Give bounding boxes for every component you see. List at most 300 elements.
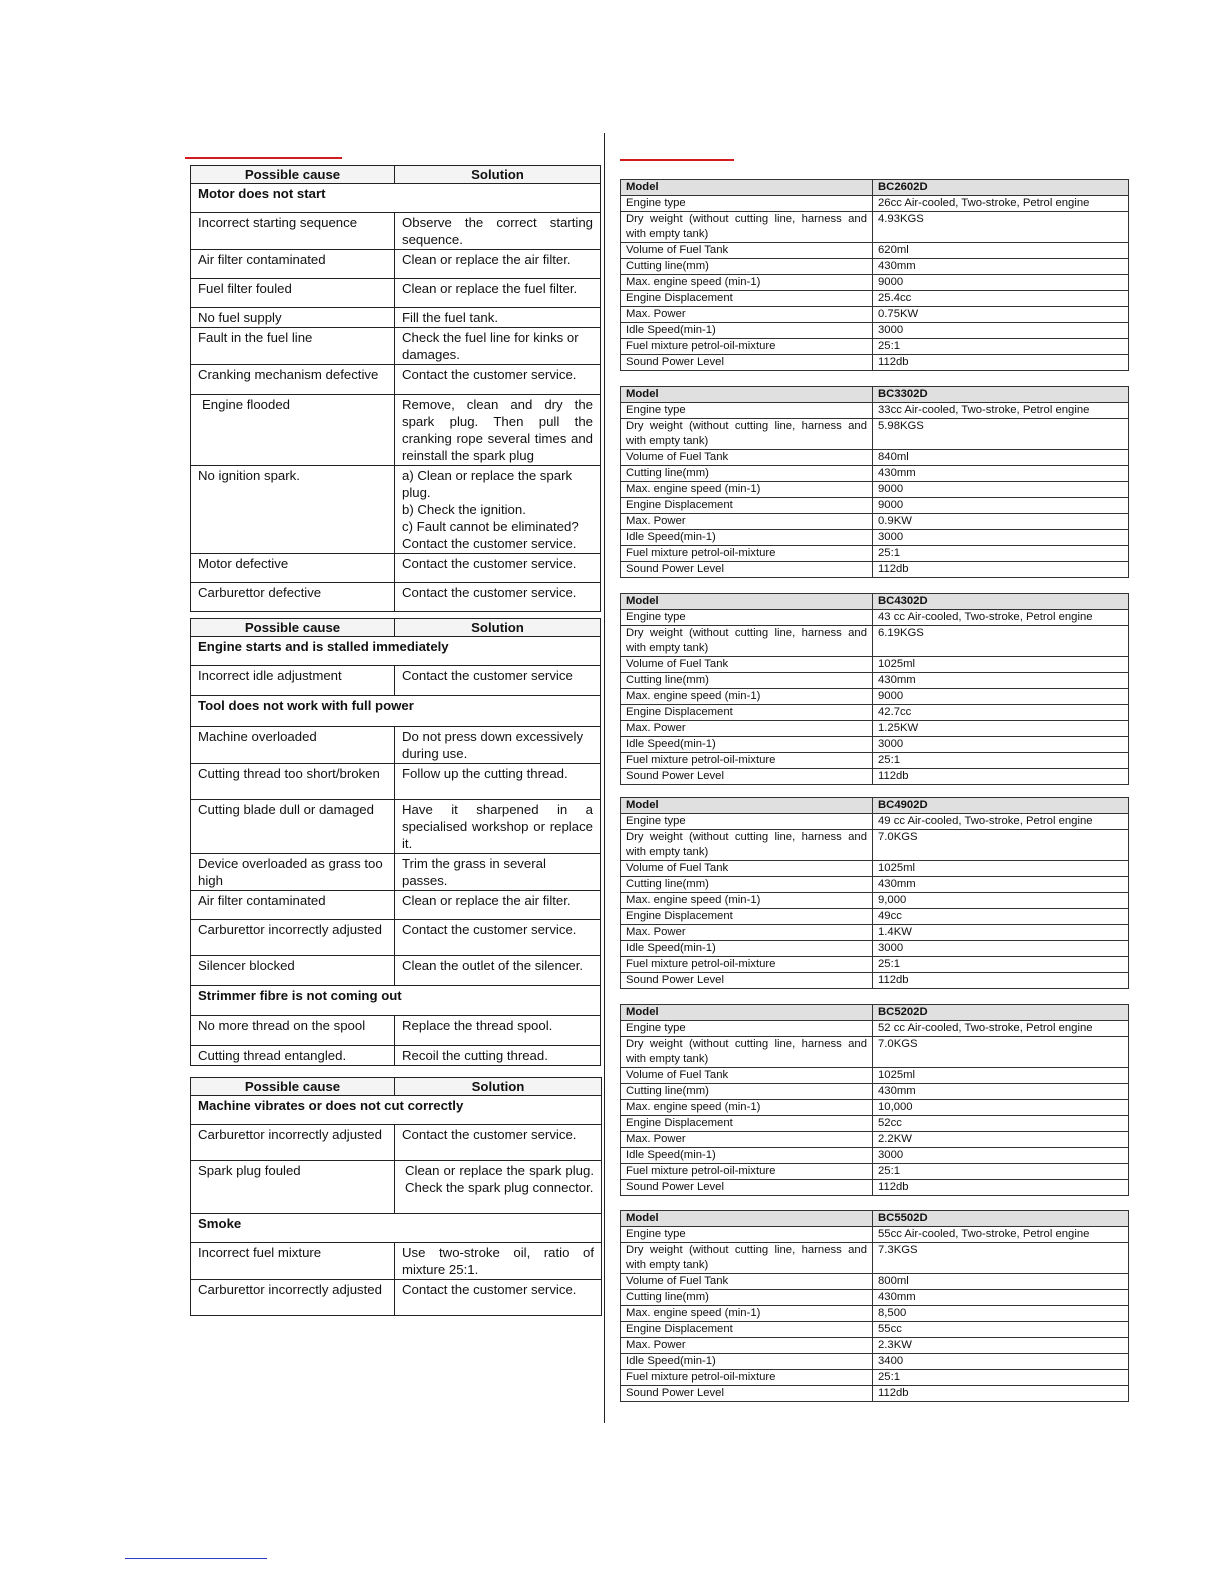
spec-row	[621, 1164, 1129, 1180]
section-title: Tool does not work with full power	[191, 696, 601, 727]
spec-row	[621, 1322, 1129, 1338]
spec-row	[621, 196, 1129, 212]
table-header-row	[191, 166, 601, 184]
spec-row	[621, 466, 1129, 482]
spec-value: 9000	[873, 275, 1129, 291]
spec-header-row	[621, 1211, 1129, 1227]
table-row	[191, 583, 601, 612]
spec-label: Dry weight (without cutting line, harness and with empty tank)	[621, 1037, 873, 1068]
spec-header-row	[621, 594, 1129, 610]
spec-row	[621, 1338, 1129, 1354]
troubleshooting-table-2	[190, 618, 601, 1066]
table-row	[191, 800, 601, 854]
spec-value: 6.19KGS	[873, 626, 1129, 657]
spec-value: 840ml	[873, 450, 1129, 466]
spec-label: Dry weight (without cutting line, harness and with empty tank)	[621, 419, 873, 450]
spec-row	[621, 1100, 1129, 1116]
spec-row	[621, 1021, 1129, 1037]
table-row	[191, 365, 601, 395]
spec-row	[621, 1180, 1129, 1196]
cause-cell: Carburettor defective	[191, 583, 395, 612]
table-row	[191, 395, 601, 466]
spec-label: Fuel mixture petrol-oil-mixture	[621, 753, 873, 769]
cause-cell: Cutting blade dull or damaged	[191, 800, 395, 854]
troubleshooting-table-1	[190, 165, 601, 612]
spec-value: 620ml	[873, 243, 1129, 259]
solution-cell: Clean or replace the fuel filter.	[395, 279, 601, 308]
spec-value: 26cc Air-cooled, Two-stroke, Petrol engine	[873, 196, 1129, 212]
cause-cell: No ignition spark.	[191, 466, 395, 554]
spec-value: 0.75KW	[873, 307, 1129, 323]
spec-value: 9000	[873, 498, 1129, 514]
table-row	[191, 1161, 602, 1214]
spec-table-2	[620, 386, 1129, 578]
spec-label: Sound Power Level	[621, 973, 873, 989]
spec-value: 3000	[873, 1148, 1129, 1164]
spec-value: BC3302D	[873, 387, 1129, 403]
spec-label: Model	[621, 180, 873, 196]
table-row	[191, 1016, 601, 1046]
spec-label: Dry weight (without cutting line, harness and with empty tank)	[621, 626, 873, 657]
spec-value: 42.7cc	[873, 705, 1129, 721]
cause-cell: No more thread on the spool	[191, 1016, 395, 1046]
spec-label: Cutting line(mm)	[621, 1290, 873, 1306]
column-header: Solution	[395, 619, 601, 637]
spec-label: Volume of Fuel Tank	[621, 450, 873, 466]
spec-row	[621, 861, 1129, 877]
cause-cell: Device overloaded as grass too high	[191, 854, 395, 891]
cause-cell: Carburettor incorrectly adjusted	[191, 920, 395, 956]
column-header: Possible cause	[191, 619, 395, 637]
spec-value: 430mm	[873, 877, 1129, 893]
spec-row	[621, 673, 1129, 689]
spec-label: Engine type	[621, 403, 873, 419]
spec-label: Model	[621, 798, 873, 814]
spec-value: BC4902D	[873, 798, 1129, 814]
spec-row	[621, 1306, 1129, 1322]
spec-value: 430mm	[873, 259, 1129, 275]
spec-row	[621, 1290, 1129, 1306]
section-title: Motor does not start	[191, 184, 601, 213]
spec-value: 7.3KGS	[873, 1243, 1129, 1274]
spec-label: Max. Power	[621, 1132, 873, 1148]
solution-cell: Contact the customer service.	[395, 554, 601, 583]
spec-row	[621, 753, 1129, 769]
spec-label: Engine Displacement	[621, 909, 873, 925]
cause-cell: Silencer blocked	[191, 956, 395, 986]
spec-value: 112db	[873, 1386, 1129, 1402]
spec-value: 49cc	[873, 909, 1129, 925]
spec-value: 10,000	[873, 1100, 1129, 1116]
spec-row	[621, 355, 1129, 371]
spec-table-1	[620, 179, 1129, 371]
spec-label: Volume of Fuel Tank	[621, 657, 873, 673]
spec-label: Dry weight (without cutting line, harness and with empty tank)	[621, 212, 873, 243]
solution-cell: Recoil the cutting thread.	[395, 1046, 601, 1066]
spec-row	[621, 562, 1129, 578]
spec-row	[621, 1354, 1129, 1370]
spec-row	[621, 941, 1129, 957]
spec-row	[621, 957, 1129, 973]
solution-cell: Replace the thread spool.	[395, 1016, 601, 1046]
spec-row	[621, 893, 1129, 909]
spec-value: 0.9KW	[873, 514, 1129, 530]
solution-cell: Contact the customer service.	[395, 1125, 602, 1161]
spec-value: BC5502D	[873, 1211, 1129, 1227]
spec-label: Volume of Fuel Tank	[621, 1274, 873, 1290]
spec-label: Max. Power	[621, 514, 873, 530]
spec-row	[621, 419, 1129, 450]
column-header: Possible cause	[191, 166, 395, 184]
table-row	[191, 279, 601, 308]
spec-label: Volume of Fuel Tank	[621, 243, 873, 259]
table-row	[191, 213, 601, 250]
spec-header-row	[621, 798, 1129, 814]
solution-cell: Check the fuel line for kinks or damages.	[395, 328, 601, 365]
spec-value: BC5202D	[873, 1005, 1129, 1021]
spec-value: 3400	[873, 1354, 1129, 1370]
solution-cell: Clean the outlet of the silencer.	[395, 956, 601, 986]
spec-label: Fuel mixture petrol-oil-mixture	[621, 1164, 873, 1180]
spec-value: 112db	[873, 1180, 1129, 1196]
spec-value: 52 cc Air-cooled, Two-stroke, Petrol engine	[873, 1021, 1129, 1037]
spec-label: Model	[621, 1211, 873, 1227]
spec-row	[621, 514, 1129, 530]
spec-row	[621, 1068, 1129, 1084]
section-title: Machine vibrates or does not cut correctly	[191, 1096, 602, 1125]
solution-cell: Observe the correct starting sequence.	[395, 213, 601, 250]
spec-row	[621, 403, 1129, 419]
section-row	[191, 184, 601, 213]
cause-cell: Incorrect fuel mixture	[191, 1243, 395, 1280]
cause-cell: Air filter contaminated	[191, 250, 395, 279]
spec-value: 3000	[873, 323, 1129, 339]
table-row	[191, 1243, 602, 1280]
spec-value: 3000	[873, 737, 1129, 753]
spec-value: 112db	[873, 973, 1129, 989]
spec-label: Engine Displacement	[621, 291, 873, 307]
spec-row	[621, 721, 1129, 737]
table-row	[191, 764, 601, 800]
spec-value: 430mm	[873, 673, 1129, 689]
left-heading-underline	[185, 157, 342, 159]
spec-label: Cutting line(mm)	[621, 1084, 873, 1100]
spec-value: 25:1	[873, 546, 1129, 562]
spec-value: 4.93KGS	[873, 212, 1129, 243]
cause-cell: Air filter contaminated	[191, 891, 395, 920]
spec-label: Cutting line(mm)	[621, 466, 873, 482]
table-row	[191, 854, 601, 891]
spec-value: 5.98KGS	[873, 419, 1129, 450]
solution-cell: Contact the customer service.	[395, 1280, 602, 1316]
table-row	[191, 956, 601, 986]
spec-label: Idle Speed(min-1)	[621, 737, 873, 753]
spec-label: Engine Displacement	[621, 1116, 873, 1132]
cause-cell: Engine flooded	[191, 395, 395, 466]
solution-cell: Contact the customer service.	[395, 365, 601, 395]
spec-value: 25:1	[873, 957, 1129, 973]
spec-value: 112db	[873, 355, 1129, 371]
spec-header-row	[621, 1005, 1129, 1021]
spec-label: Idle Speed(min-1)	[621, 1148, 873, 1164]
table-row	[191, 920, 601, 956]
spec-table-3	[620, 593, 1129, 785]
spec-label: Model	[621, 387, 873, 403]
spec-label: Model	[621, 1005, 873, 1021]
spec-label: Engine type	[621, 1021, 873, 1037]
cause-cell: Carburettor incorrectly adjusted	[191, 1125, 395, 1161]
spec-row	[621, 909, 1129, 925]
spec-value: 2.3KW	[873, 1338, 1129, 1354]
spec-label: Cutting line(mm)	[621, 673, 873, 689]
spec-row	[621, 530, 1129, 546]
spec-label: Max. Power	[621, 925, 873, 941]
spec-label: Model	[621, 594, 873, 610]
spec-value: 112db	[873, 562, 1129, 578]
cause-cell: Fault in the fuel line	[191, 328, 395, 365]
cause-cell: Incorrect idle adjustment	[191, 666, 395, 696]
spec-row	[621, 1386, 1129, 1402]
spec-label: Engine type	[621, 814, 873, 830]
table-row	[191, 250, 601, 279]
spec-row	[621, 1370, 1129, 1386]
spec-row	[621, 1037, 1129, 1068]
section-title: Smoke	[191, 1214, 602, 1243]
spec-label: Max. engine speed (min-1)	[621, 689, 873, 705]
table-row	[191, 328, 601, 365]
spec-row	[621, 498, 1129, 514]
solution-cell: Use two-stroke oil, ratio of mixture 25:1.	[395, 1243, 602, 1280]
spec-value: 3000	[873, 530, 1129, 546]
table-header-row	[191, 619, 601, 637]
table-row	[191, 666, 601, 696]
spec-row	[621, 626, 1129, 657]
spec-row	[621, 1243, 1129, 1274]
table-row	[191, 891, 601, 920]
spec-value: BC4302D	[873, 594, 1129, 610]
spec-header-row	[621, 180, 1129, 196]
spec-row	[621, 450, 1129, 466]
spec-value: 9,000	[873, 893, 1129, 909]
spec-row	[621, 243, 1129, 259]
cause-cell: Cutting thread too short/broken	[191, 764, 395, 800]
spec-value: 25:1	[873, 1370, 1129, 1386]
spec-value: 2.2KW	[873, 1132, 1129, 1148]
spec-value: 25:1	[873, 1164, 1129, 1180]
table-row	[191, 466, 601, 554]
spec-value: 430mm	[873, 466, 1129, 482]
spec-label: Engine type	[621, 196, 873, 212]
spec-row	[621, 1274, 1129, 1290]
spec-row	[621, 291, 1129, 307]
table-row	[191, 308, 601, 328]
spec-row	[621, 769, 1129, 785]
table-row	[191, 554, 601, 583]
spec-table-4	[620, 797, 1129, 989]
spec-value: 33cc Air-cooled, Two-stroke, Petrol engine	[873, 403, 1129, 419]
spec-value: 1025ml	[873, 1068, 1129, 1084]
spec-label: Fuel mixture petrol-oil-mixture	[621, 546, 873, 562]
table-row	[191, 1046, 601, 1066]
spec-label: Engine Displacement	[621, 498, 873, 514]
table-row	[191, 1125, 602, 1161]
solution-cell: Remove, clean and dry the spark plug. Then pull the cranking rope several times and reinstall the spark plug	[395, 395, 601, 466]
spec-value: 430mm	[873, 1290, 1129, 1306]
cause-cell: Machine overloaded	[191, 727, 395, 764]
cause-cell: Cutting thread entangled.	[191, 1046, 395, 1066]
spec-value: 9000	[873, 482, 1129, 498]
spec-label: Max. Power	[621, 1338, 873, 1354]
spec-value: 52cc	[873, 1116, 1129, 1132]
spec-row	[621, 339, 1129, 355]
spec-label: Fuel mixture petrol-oil-mixture	[621, 957, 873, 973]
spec-value: 9000	[873, 689, 1129, 705]
spec-value: 25.4cc	[873, 291, 1129, 307]
spec-label: Max. engine speed (min-1)	[621, 482, 873, 498]
spec-row	[621, 1148, 1129, 1164]
table-row	[191, 1280, 602, 1316]
spec-label: Max. engine speed (min-1)	[621, 1306, 873, 1322]
cause-cell: Motor defective	[191, 554, 395, 583]
cause-cell: No fuel supply	[191, 308, 395, 328]
spec-label: Sound Power Level	[621, 769, 873, 785]
solution-cell: Clean or replace the air filter.	[395, 891, 601, 920]
spec-row	[621, 973, 1129, 989]
spec-value: 7.0KGS	[873, 1037, 1129, 1068]
column-divider	[604, 133, 605, 1423]
spec-row	[621, 657, 1129, 673]
spec-value: 1025ml	[873, 861, 1129, 877]
spec-row	[621, 705, 1129, 721]
spec-value: 43 cc Air-cooled, Two-stroke, Petrol engine	[873, 610, 1129, 626]
spec-label: Idle Speed(min-1)	[621, 323, 873, 339]
spec-label: Idle Speed(min-1)	[621, 1354, 873, 1370]
spec-label: Engine Displacement	[621, 705, 873, 721]
spec-label: Volume of Fuel Tank	[621, 861, 873, 877]
spec-value: 25:1	[873, 339, 1129, 355]
spec-value: 3000	[873, 941, 1129, 957]
spec-label: Dry weight (without cutting line, harness and with empty tank)	[621, 1243, 873, 1274]
spec-row	[621, 1132, 1129, 1148]
spec-label: Cutting line(mm)	[621, 259, 873, 275]
spec-label: Engine type	[621, 610, 873, 626]
spec-value: 112db	[873, 769, 1129, 785]
spec-label: Sound Power Level	[621, 562, 873, 578]
spec-table-6	[620, 1210, 1129, 1402]
cause-cell: Cranking mechanism defective	[191, 365, 395, 395]
spec-row	[621, 877, 1129, 893]
spec-row	[621, 737, 1129, 753]
spec-row	[621, 212, 1129, 243]
spec-row	[621, 323, 1129, 339]
spec-value: 55cc	[873, 1322, 1129, 1338]
spec-label: Max. engine speed (min-1)	[621, 275, 873, 291]
section-row	[191, 986, 601, 1016]
spec-row	[621, 275, 1129, 291]
spec-label: Max. Power	[621, 307, 873, 323]
spec-value: 1.4KW	[873, 925, 1129, 941]
solution-cell: Contact the customer service	[395, 666, 601, 696]
column-header: Possible cause	[191, 1078, 395, 1096]
spec-label: Engine Displacement	[621, 1322, 873, 1338]
spec-value: 1.25KW	[873, 721, 1129, 737]
spec-label: Engine type	[621, 1227, 873, 1243]
solution-cell: Fill the fuel tank.	[395, 308, 601, 328]
section-row	[191, 1214, 602, 1243]
spec-label: Sound Power Level	[621, 1386, 873, 1402]
spec-label: Max. engine speed (min-1)	[621, 893, 873, 909]
spec-row	[621, 482, 1129, 498]
spec-header-row	[621, 387, 1129, 403]
spec-label: Idle Speed(min-1)	[621, 941, 873, 957]
solution-cell: Have it sharpened in a specialised workshop or replace it.	[395, 800, 601, 854]
spec-row	[621, 546, 1129, 562]
spec-label: Idle Speed(min-1)	[621, 530, 873, 546]
spec-label: Sound Power Level	[621, 355, 873, 371]
solution-cell: Contact the customer service.	[395, 920, 601, 956]
solution-cell: Trim the grass in several passes.	[395, 854, 601, 891]
footer-link-underline	[125, 1558, 267, 1559]
spec-row	[621, 1084, 1129, 1100]
solution-cell: Contact the customer service.	[395, 583, 601, 612]
cause-cell: Spark plug fouled	[191, 1161, 395, 1214]
spec-value: 430mm	[873, 1084, 1129, 1100]
spec-row	[621, 830, 1129, 861]
section-row	[191, 696, 601, 727]
cause-cell: Incorrect starting sequence	[191, 213, 395, 250]
spec-row	[621, 925, 1129, 941]
spec-label: Dry weight (without cutting line, harness and with empty tank)	[621, 830, 873, 861]
spec-label: Volume of Fuel Tank	[621, 1068, 873, 1084]
cause-cell: Fuel filter fouled	[191, 279, 395, 308]
section-title: Engine starts and is stalled immediately	[191, 637, 601, 666]
spec-row	[621, 1116, 1129, 1132]
spec-value: BC2602D	[873, 180, 1129, 196]
column-header: Solution	[395, 166, 601, 184]
right-heading-underline	[620, 159, 734, 161]
cause-cell: Carburettor incorrectly adjusted	[191, 1280, 395, 1316]
solution-cell: Clean or replace the spark plug. Check the spark plug connector.	[395, 1161, 602, 1214]
spec-value: 7.0KGS	[873, 830, 1129, 861]
spec-row	[621, 814, 1129, 830]
spec-label: Cutting line(mm)	[621, 877, 873, 893]
spec-value: 1025ml	[873, 657, 1129, 673]
solution-cell: Follow up the cutting thread.	[395, 764, 601, 800]
solution-cell: Do not press down excessively during use.	[395, 727, 601, 764]
spec-label: Max. engine speed (min-1)	[621, 1100, 873, 1116]
spec-row	[621, 1227, 1129, 1243]
section-row	[191, 637, 601, 666]
column-header: Solution	[395, 1078, 602, 1096]
spec-row	[621, 689, 1129, 705]
spec-row	[621, 307, 1129, 323]
spec-label: Max. Power	[621, 721, 873, 737]
section-row	[191, 1096, 602, 1125]
spec-row	[621, 610, 1129, 626]
spec-value: 55cc Air-cooled, Two-stroke, Petrol engine	[873, 1227, 1129, 1243]
solution-cell: a) Clean or replace the spark plug. b) Check the ignition. c) Fault cannot be eliminated? Contact the customer service.	[395, 466, 601, 554]
section-title: Strimmer fibre is not coming out	[191, 986, 601, 1016]
spec-label: Fuel mixture petrol-oil-mixture	[621, 339, 873, 355]
spec-label: Fuel mixture petrol-oil-mixture	[621, 1370, 873, 1386]
troubleshooting-table-3	[190, 1077, 602, 1316]
spec-label: Sound Power Level	[621, 1180, 873, 1196]
spec-value: 25:1	[873, 753, 1129, 769]
spec-value: 800ml	[873, 1274, 1129, 1290]
spec-table-5	[620, 1004, 1129, 1196]
table-row	[191, 727, 601, 764]
solution-cell: Clean or replace the air filter.	[395, 250, 601, 279]
